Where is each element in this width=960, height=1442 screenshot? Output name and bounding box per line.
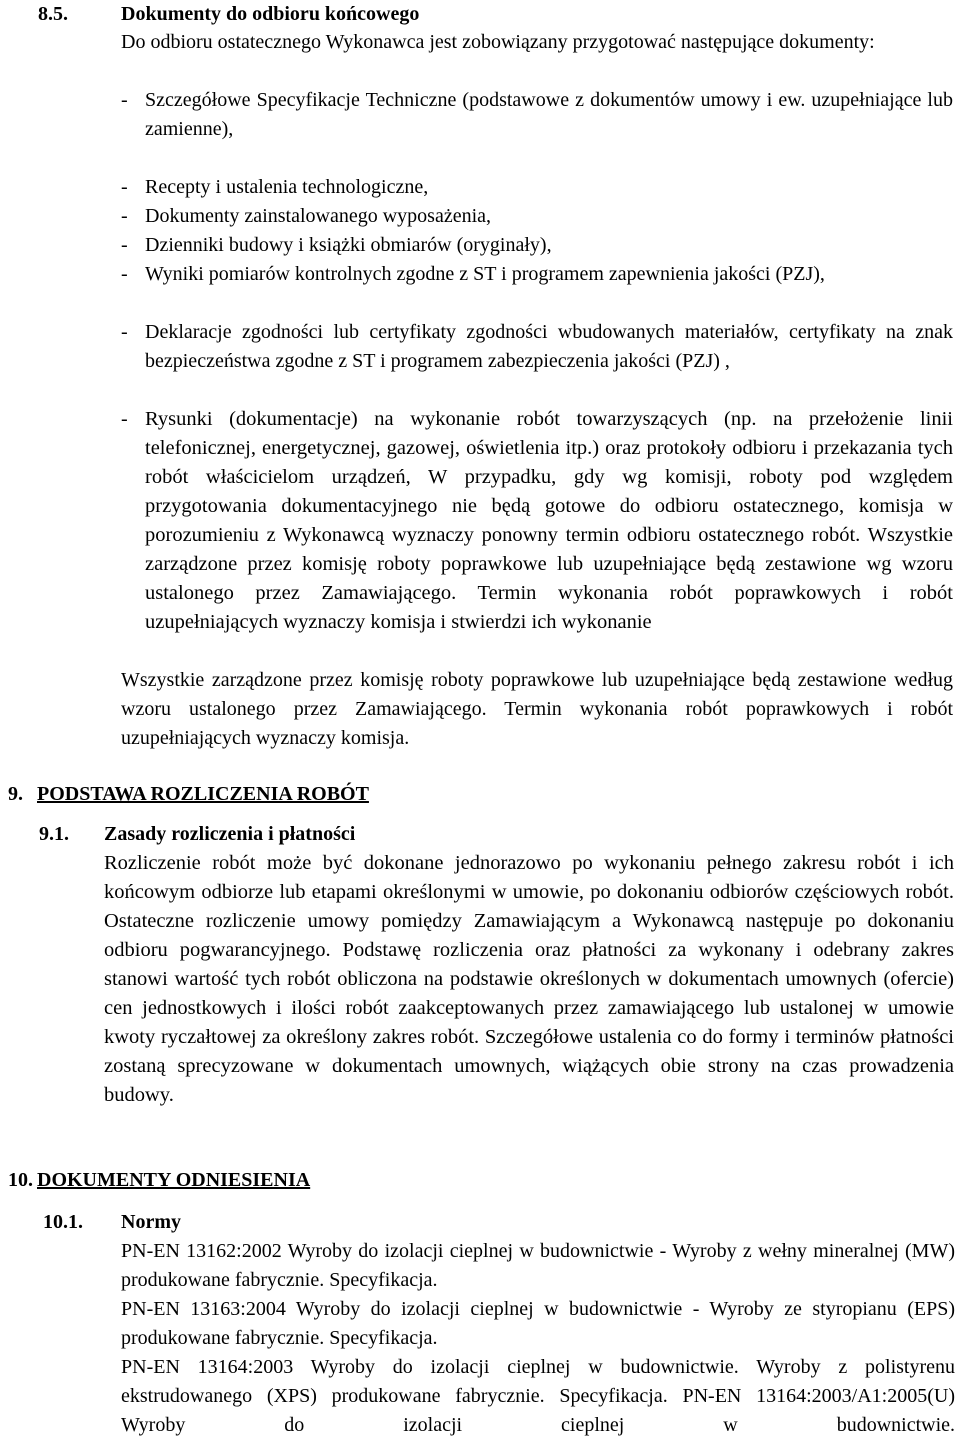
list-item: - Recepty i ustalenia technologiczne,: [121, 176, 429, 198]
norm-entry: PN-EN 13162:2002 Wyroby do izolacji cieplnej w budownictwie - Wyroby z wełny mineralnej (MW) produkowane fabrycznie. Specyfikacja.: [121, 1240, 955, 1291]
list-item: - Szczegółowe Specyfikacje Techniczne (podstawowe z dokumentów umowy i ew. uzupełniające lub zamienne),: [121, 89, 953, 140]
section-10-title: DOKUMENTY ODNIESIENIA: [37, 1169, 311, 1191]
section-10-number: 10.: [8, 1169, 33, 1191]
section-10-1-title: Normy: [121, 1211, 181, 1233]
list-item: - Wyniki pomiarów kontrolnych zgodne z ST i programem zapewnienia jakości (PZJ),: [121, 263, 825, 285]
section-8-5-heading: [38, 0, 68, 29]
list-item: - Deklaracje zgodności lub certyfikaty zgodności wbudowanych materiałów, certyfikaty na znak bezpieczeństwa zgodne z ST i programem zabezpieczenia jakości (PZJ) ,: [121, 321, 953, 372]
section-8-5-title: Dokumenty do odbioru końcowego: [121, 3, 420, 25]
norms-list: [121, 1237, 955, 1440]
section-8-5-closing: Wszystkie zarządzone przez komisję roboty poprawkowe lub uzupełniające będą zestawione według wzoru ustalonego przez Zamawiającego. Termin wykonania robót poprawkowych i robót uzupełniających wyznaczy komisja.: [121, 669, 953, 749]
norm-entry: PN-EN 13163:2004 Wyroby do izolacji cieplnej w budownictwie - Wyroby ze styropianu (EPS) produkowane fabrycznie. Specyfikacja.: [121, 1298, 955, 1349]
section-number: 8.5.: [38, 3, 68, 25]
list-item: - Dzienniki budowy i książki obmiarów (oryginały),: [121, 234, 552, 256]
section-9-1-number: 9.1.: [39, 823, 69, 845]
section-8-5-intro: Do odbioru ostatecznego Wykonawca jest zobowiązany przygotować następujące dokumenty:: [121, 31, 875, 53]
section-9-1-body: Rozliczenie robót może być dokonane jednorazowo po wykonaniu pełnego zakresu robót i ich końcowym odbiorze lub etapami określonymi w umowie, po dokonaniu odbiorów częściowych robót. Ostateczne rozliczenie umowy pomiędzy Zamawiającym a Wykonawcą następuje po dokonaniu odbioru pogwarancyjnego. Podstawę rozliczenia oraz płatności za wykonany i odebrany zakres stanowi wartość tych robót obliczona na podstawie określonych w dokumentach umownych (ofercie) cen jednostkowych i ilości robót zaakceptowanych przez zamawiającego lub ustalonej w umowie kwoty ryczałtowej za określony zakres robót. Szczegółowe ustalenia co do formy i terminów płatności zostaną sprecyzowane w dokumentach umownych, wiążących obie strony na czas prowadzenia budowy.: [104, 852, 954, 1106]
required-documents-list: [121, 86, 953, 695]
section-9-number: 9.: [8, 783, 23, 805]
list-item: - Dokumenty zainstalowanego wyposażenia,: [121, 205, 492, 227]
section-9-1-title: Zasady rozliczenia i płatności: [104, 823, 356, 845]
list-item: - Rysunki (dokumentacje) na wykonanie robót towarzyszących (np. na przełożenie linii telefonicznej, energetycznej, gazowej, oświetlenia itp.) oraz protokoły odbioru i przekazania tych robót właścicielom urządzeń, W przypadku, gdy wg komisji, roboty pod względem przygotowania dokumentacyjnego nie będą gotowe do odbioru ostatecznego, komisja w porozumieniu z Wykonawcą wyznaczy ponowny termin odbioru ostatecznego robót. Wszystkie zarządzone przez komisję roboty poprawkowe lub uzupełniające będą zestawione wg wzoru ustalonego przez Zamawiającego. Termin wykonania robót poprawkowych i robót uzupełniających wyznaczy komisja i stwierdzi ich wykonanie: [121, 408, 953, 633]
section-10-1-number: 10.1.: [43, 1211, 83, 1233]
norm-entry: PN-EN 13164:2003 Wyroby do izolacji cieplnej w budownictwie. Wyroby z polistyrenu ekstrudowanego (XPS) produkowane fabrycznie. Specyfikacja. PN-EN 13164:2003/A1:2005(U) Wyroby do izolacji cieplnej w budownictwie.: [121, 1356, 955, 1436]
section-9-title: PODSTAWA ROZLICZENIA ROBÓT: [37, 783, 369, 805]
